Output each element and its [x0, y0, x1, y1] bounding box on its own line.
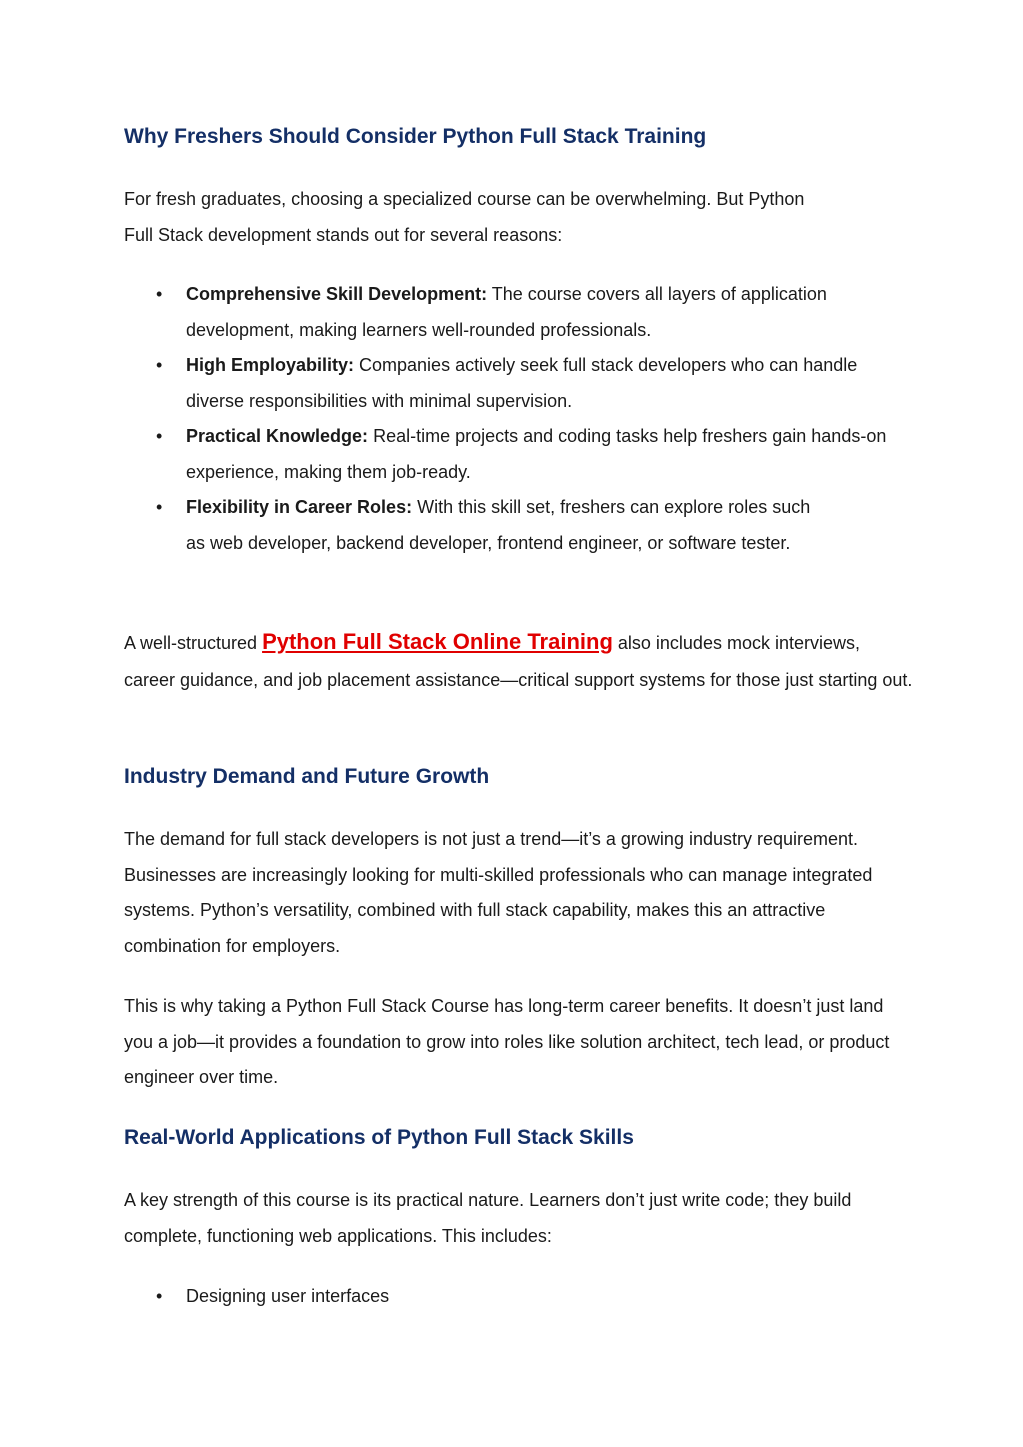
intro-paragraph: For fresh graduates, choosing a specialized course can be overwhelming. But Python Full Stack development stands out for several reasons: — [124, 189, 805, 245]
bullet-icon: • — [156, 355, 163, 375]
bullet-icon: • — [156, 426, 163, 446]
list-item — [124, 277, 904, 348]
section-heading: Industry Demand and Future Growth — [124, 765, 490, 788]
bullet-icon: • — [156, 284, 163, 304]
demand-paragraph: The demand for full stack developers is not just a trend—it’s a growing industry requirement. Businesses are increasingly looking for multi-skilled professionals who can manage integrated systems. Python’s versatility, combined with full stack capability, makes this an attractive combination for employers. — [124, 829, 873, 956]
list-item — [124, 490, 904, 561]
list-item-term: Comprehensive Skill Development: — [186, 284, 488, 304]
career-paragraph: This is why taking a Python Full Stack Course has long-term career benefits. It doesn’t just land you a job—it provides a foundation to grow into roles like solution architect, tech lead, or product engineer over time. — [124, 996, 890, 1087]
list-item-text: With this skill set, freshers can explore roles such as web developer, backend developer, frontend engineer, or software tester. — [186, 497, 811, 553]
training-link[interactable]: Python Full Stack Online Training — [262, 629, 613, 654]
applications-paragraph: A key strength of this course is its practical nature. Learners don’t just write code; they build complete, functioning web applications. This includes: — [124, 1190, 852, 1246]
bullet-icon: • — [156, 1286, 163, 1306]
closing-paragraph — [124, 623, 914, 699]
closing-text-before: A well-structured — [124, 633, 263, 653]
list-item-term: Flexibility in Career Roles: — [186, 497, 413, 517]
benefits-list — [124, 277, 904, 561]
list-item-text: Real-time projects and coding tasks help freshers gain hands-on experience, making them job-ready. — [186, 426, 887, 482]
list-item-text: Companies actively seek full stack developers who can handle diverse responsibilities with minimal supervision. — [186, 355, 858, 411]
list-item — [124, 419, 904, 490]
bullet-icon: • — [156, 497, 163, 517]
list-item-text: The course covers all layers of application development, making learners well-rounded professionals. — [186, 284, 827, 340]
list-item — [124, 1279, 904, 1315]
applications-list — [124, 1279, 904, 1315]
list-item — [124, 348, 904, 419]
list-item-text: Designing user interfaces — [186, 1286, 390, 1306]
section-heading: Real-World Applications of Python Full Stack Skills — [124, 1126, 634, 1149]
list-item-term: High Employability: — [186, 355, 355, 375]
closing-text-after: also includes mock interviews, career guidance, and job placement assistance—critical support systems for those just starting out. — [124, 633, 913, 690]
list-item-term: Practical Knowledge: — [186, 426, 369, 446]
section-heading: Why Freshers Should Consider Python Full Stack Training — [124, 125, 707, 148]
